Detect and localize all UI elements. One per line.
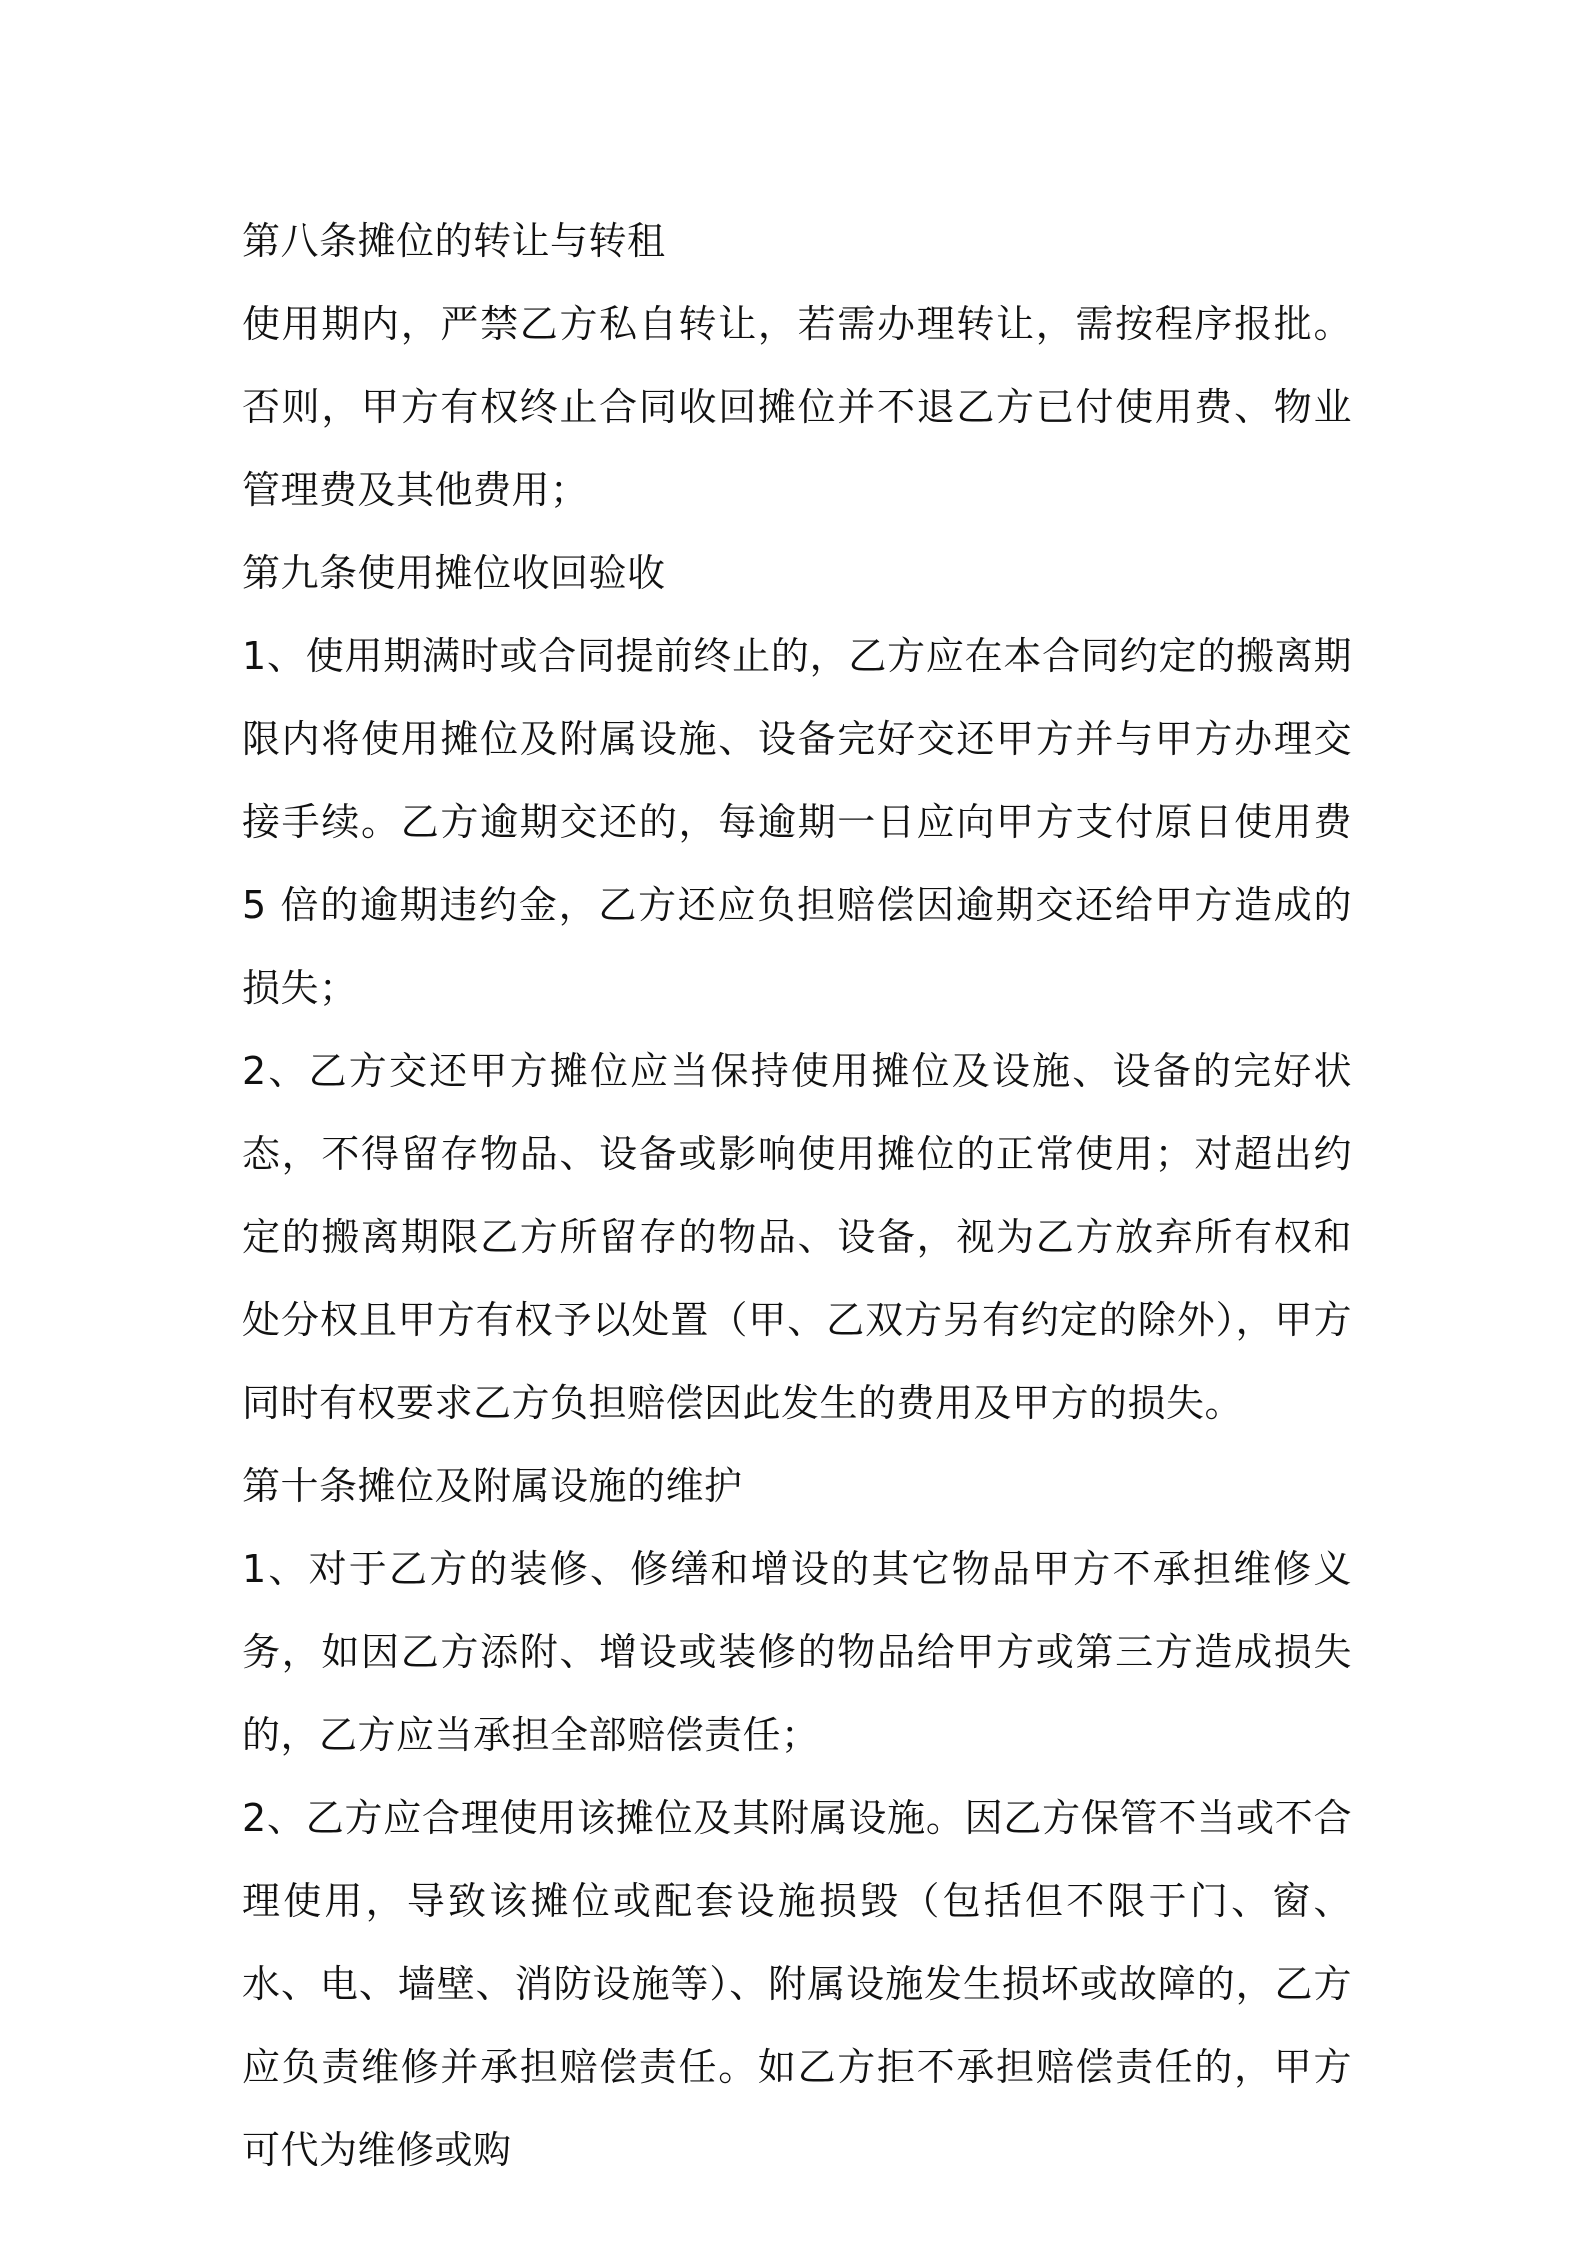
article-10-clause-1: 1、对于乙方的装修、修缮和增设的其它物品甲方不承担维修义务，如因乙方添附、增设或装修的物品给甲方或第三方造成损失的，乙方应当承担全部赔偿责任； <box>242 1547 1352 1757</box>
article-8-heading: 第八条摊位的转让与转租 <box>242 219 666 263</box>
document-body <box>242 200 1352 2192</box>
article-9-heading: 第九条使用摊位收回验收 <box>242 551 666 595</box>
article-9-clause-2: 2、乙方交还甲方摊位应当保持使用摊位及设施、设备的完好状态，不得留存物品、设备或影响使用摊位的正常使用；对超出约定的搬离期限乙方所留存的物品、设备，视为乙方放弃所有权和处分权且甲方有权予以处置（甲、乙双方另有约定的除外），甲方同时有权要求乙方负担赔偿因此发生的费用及甲方的损失。 <box>242 1049 1352 1425</box>
article-10-heading: 第十条摊位及附属设施的维护 <box>242 1464 743 1508</box>
article-9-clause-1: 1、使用期满时或合同提前终止的，乙方应在本合同约定的搬离期限内将使用摊位及附属设施、设备完好交还甲方并与甲方办理交接手续。乙方逾期交还的，每逾期一日应向甲方支付原日使用费 5 倍的逾期违约金，乙方还应负担赔偿因逾期交还给甲方造成的损失； <box>242 634 1352 1010</box>
article-10-clause-2: 2、乙方应合理使用该摊位及其附属设施。因乙方保管不当或不合理使用，导致该摊位或配套设施损毁（包括但不限于门、窗、水、电、墙壁、消防设施等）、附属设施发生损坏或故障的，乙方应负责维修并承担赔偿责任。如乙方拒不承担赔偿责任的，甲方可代为维修或购 <box>242 1796 1352 2172</box>
article-8-clause: 使用期内，严禁乙方私自转让，若需办理转让，需按程序报批。否则，甲方有权终止合同收回摊位并不退乙方已付使用费、物业管理费及其他费用； <box>242 302 1352 512</box>
